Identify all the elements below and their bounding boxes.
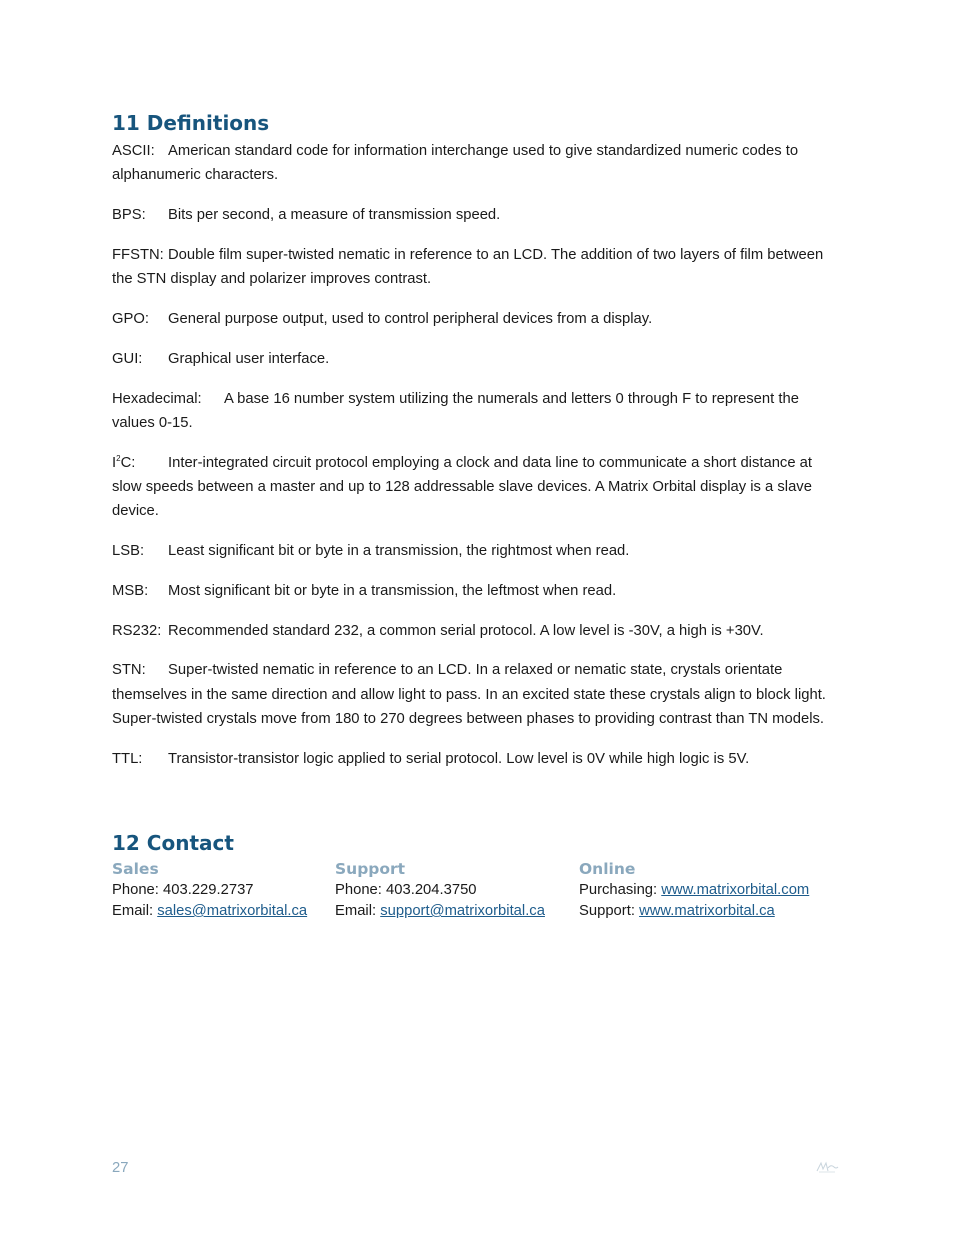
definition-term: RS232:: [112, 622, 162, 639]
definition-item: [112, 747, 842, 771]
matrix-orbital-logo-icon: [815, 1160, 839, 1174]
definition-text: Super-twisted nematic in reference to an LCD. In a relaxed or nematic state, crystals orientate themselves in the same direction and allow light to pass. In an excited state these crystals align to block light. Super-twisted crystals move from 180 to 270 degrees between phases to providing contrast than TN models.: [112, 662, 826, 728]
purchasing-link[interactable]: www.matrixorbital.com: [661, 882, 810, 898]
definition-item: [112, 579, 842, 603]
definition-text: American standard code for information interchange used to give standardized numeric codes to alphanumeric characters.: [112, 143, 799, 184]
sales-email-link[interactable]: sales@matrixorbital.ca: [157, 903, 308, 919]
definition-text: A base 16 number system utilizing the numerals and letters 0 through F to represent the values 0-15.: [112, 390, 799, 431]
definitions-list: [112, 139, 842, 787]
online-title: Online: [579, 860, 636, 878]
term-superscript: 2: [116, 453, 121, 463]
support-email-link[interactable]: support@matrixorbital.ca: [380, 903, 545, 919]
definition-term: MSB:: [112, 582, 149, 599]
definition-item: [112, 139, 842, 188]
definition-text: Inter-integrated circuit protocol employing a clock and data line to communicate a short distance at slow speeds between a master and up to 128 addressable slave devices. A Matrix Orbital display is a slave device.: [112, 454, 813, 520]
definition-item: [112, 243, 842, 292]
definition-term: STN:: [112, 662, 146, 679]
definition-item: [112, 658, 842, 731]
sales-phone: Phone: 403.229.2737: [112, 882, 254, 898]
definition-term: LSB:: [112, 543, 145, 560]
page-number: 27: [112, 1160, 129, 1176]
definition-text: Recommended standard 232, a common serial protocol. A low level is -30V, a high is +30V.: [168, 622, 764, 639]
contact-column-support: [335, 858, 545, 922]
sales-phone-number: 403.229.2737: [163, 882, 254, 898]
definition-item: [112, 347, 842, 371]
definition-term: TTL:: [112, 750, 143, 767]
definition-item: [112, 539, 842, 563]
support-website-link[interactable]: www.matrixorbital.ca: [639, 903, 775, 919]
online-purchasing: Purchasing: www.matrixorbital.com: [579, 882, 810, 898]
definition-text: Double film super-twisted nematic in reference to an LCD. The addition of two layers of film between the STN display and polarizer improves contrast.: [112, 246, 824, 288]
definition-item: [112, 203, 842, 227]
definition-text: Graphical user interface.: [168, 350, 330, 367]
contact-heading: 12 Contact: [112, 831, 234, 855]
term-tail: C:: [120, 454, 136, 471]
definition-text: General purpose output, used to control peripheral devices from a display.: [168, 310, 653, 327]
definition-term: Hexadecimal:: [112, 390, 202, 407]
definition-item: [112, 387, 842, 436]
support-title: Support: [335, 860, 406, 878]
support-phone-number: 403.204.3750: [386, 882, 477, 898]
definition-term: GUI:: [112, 350, 143, 367]
definition-text: Bits per second, a measure of transmission speed.: [168, 207, 501, 224]
definition-term: [112, 451, 168, 475]
contact-column-sales: [112, 858, 307, 922]
definition-item: [112, 451, 842, 524]
support-email: Email: support@matrixorbital.ca: [335, 903, 545, 919]
definition-term: FFSTN:: [112, 246, 164, 263]
definitions-heading: 11 Definitions: [112, 111, 270, 135]
support-phone: Phone: 403.204.3750: [335, 882, 477, 898]
definition-text: Least significant bit or byte in a transmission, the rightmost when read.: [168, 543, 630, 560]
definition-term: ASCII:: [112, 143, 155, 159]
term-base: I: [112, 454, 117, 471]
definition-term: GPO:: [112, 310, 149, 327]
sales-email: Email: sales@matrixorbital.ca: [112, 903, 308, 919]
definition-text: Transistor-transistor logic applied to serial protocol. Low level is 0V while high logic is 5V.: [168, 750, 750, 767]
contact-column-online: [579, 858, 809, 922]
definition-item: [112, 307, 842, 331]
definition-text: Most significant bit or byte in a transmission, the leftmost when read.: [168, 582, 617, 599]
definition-term: BPS:: [112, 207, 146, 224]
definition-item: [112, 619, 842, 643]
sales-title: Sales: [112, 860, 159, 878]
online-support: Support: www.matrixorbital.ca: [579, 903, 775, 919]
